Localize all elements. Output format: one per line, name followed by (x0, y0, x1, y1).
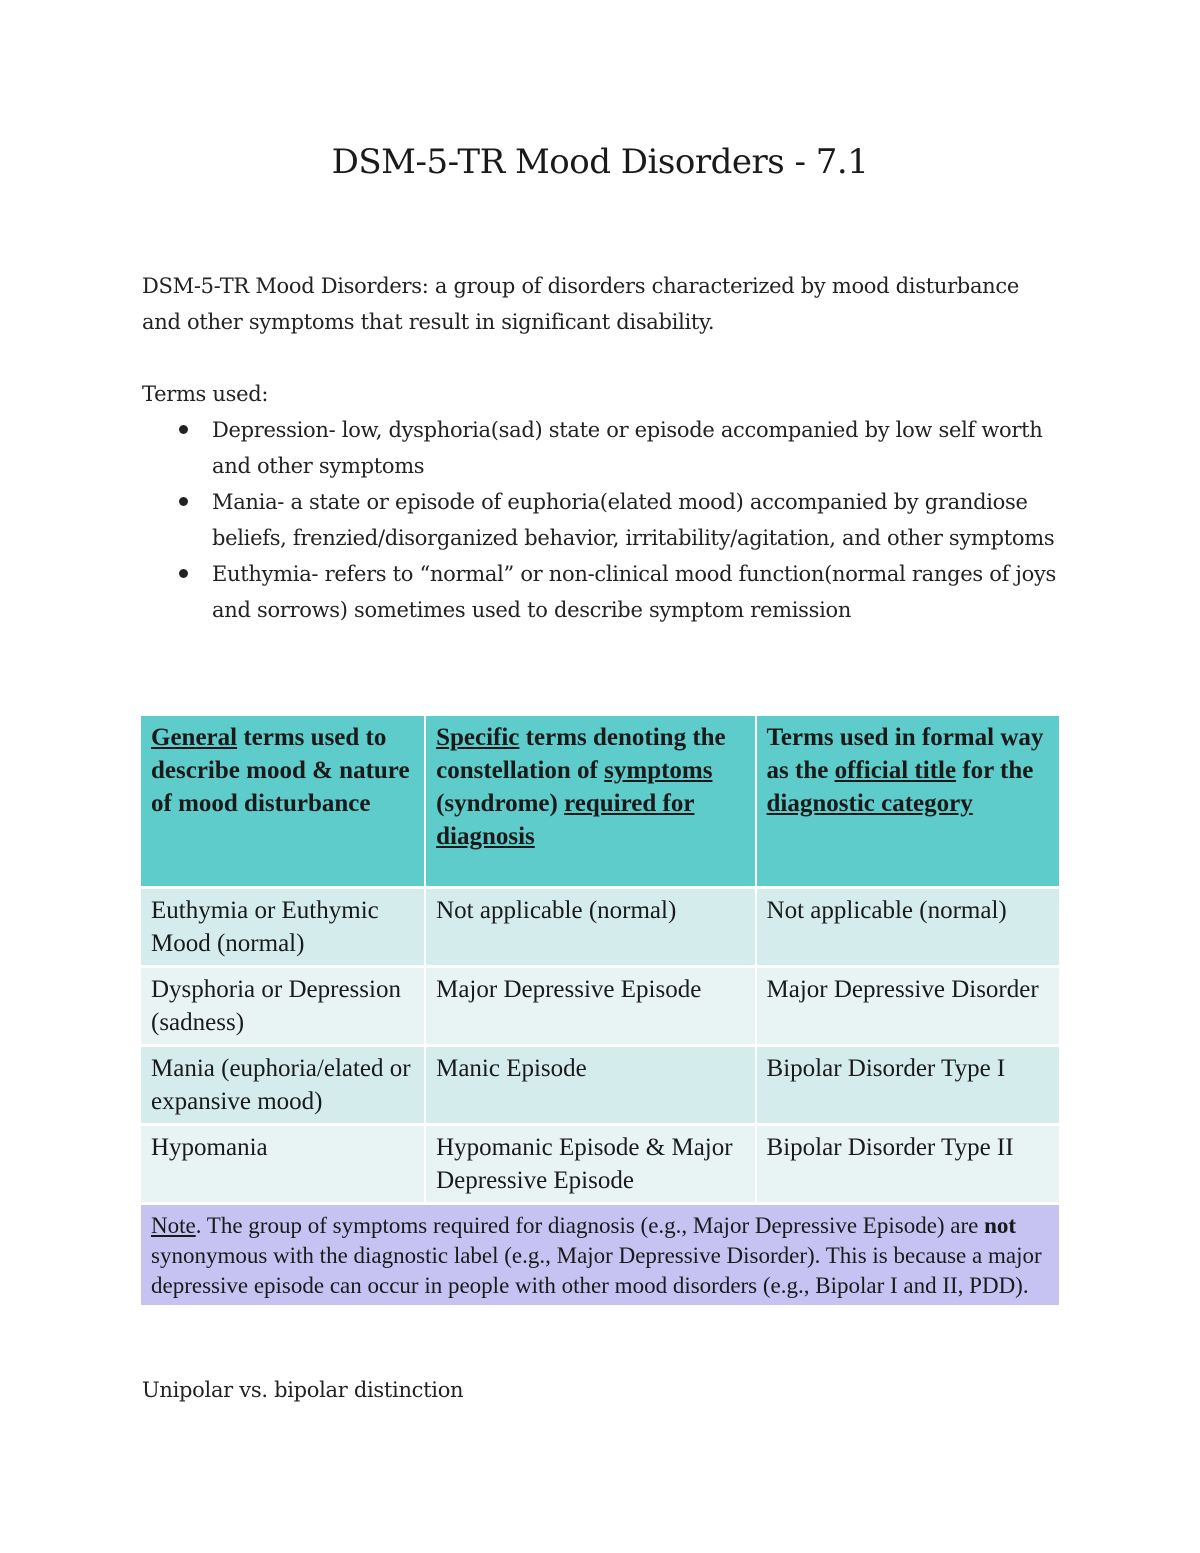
table-cell: Euthymia or Euthymic Mood (normal) (141, 888, 425, 967)
note-bold-word: not (984, 1213, 1017, 1238)
header-formal-text-1: Terms used in formal way as the (766, 724, 1044, 784)
note-text-2: synonymous with the diagnostic label (e.g., Major Depressive Disorder). This is because a major depressive episode can occur in people with other mood disorders (e.g., Bipolar I and II, PDD). (151, 1243, 1042, 1298)
table-cell: Hypomanic Episode & Major Depressive Episode (425, 1125, 755, 1204)
bullet-icon (179, 497, 188, 506)
intro-paragraph: DSM-5-TR Mood Disorders: a group of disorders characterized by mood disturbance and other symptoms that result in significant disability. (142, 274, 1019, 334)
list-item (142, 412, 1062, 484)
page-title: DSM-5-TR Mood Disorders - 7.1 (331, 142, 869, 182)
table-cell: Not applicable (normal) (756, 888, 1059, 967)
bullet-icon (179, 569, 188, 578)
table-row (141, 888, 1059, 967)
table-note (141, 1204, 1059, 1307)
header-diagnostic-category-phrase: diagnostic category (766, 790, 973, 817)
bullet-icon (179, 425, 188, 434)
table-cell: Major Depressive Disorder (756, 967, 1059, 1046)
table-row (141, 1046, 1059, 1125)
header-symptoms-word: symptoms (604, 757, 713, 784)
table-row (141, 967, 1059, 1046)
header-general-terms (141, 716, 425, 888)
term-depression: Depression- low, dysphoria(sad) state or episode accompanied by low self worth and other symptoms (212, 418, 1043, 478)
table-cell: Manic Episode (425, 1046, 755, 1125)
table-header-row (141, 716, 1059, 888)
header-official-title-phrase: official title (834, 757, 957, 784)
terms-heading: Terms used: (142, 382, 269, 406)
header-general-word: General (151, 724, 238, 751)
table-cell: Mania (euphoria/elated or expansive mood) (141, 1046, 425, 1125)
header-formal-text-2: for the (956, 757, 1034, 784)
list-item (142, 484, 1062, 556)
header-specific-text-2: (syndrome) (436, 790, 565, 817)
header-specific-word: Specific (436, 724, 520, 751)
header-specific-text-1: terms denoting the constellation of (436, 724, 726, 784)
table-row (141, 1125, 1059, 1204)
table-cell: Bipolar Disorder Type II (756, 1125, 1059, 1204)
table-cell: Hypomania (141, 1125, 425, 1204)
table-note-row (141, 1204, 1059, 1307)
list-item (142, 556, 1062, 628)
note-text-1: . The group of symptoms required for diagnosis (e.g., Major Depressive Episode) are (195, 1213, 985, 1238)
table-cell: Not applicable (normal) (425, 888, 755, 967)
table-cell: Bipolar Disorder Type I (756, 1046, 1059, 1125)
header-specific-terms (425, 716, 755, 888)
header-formal-terms (756, 716, 1059, 888)
term-euthymia: Euthymia- refers to “normal” or non-clinical mood function(normal ranges of joys and sorrows) sometimes used to describe symptom remission (212, 562, 1057, 622)
term-mania: Mania- a state or episode of euphoria(elated mood) accompanied by grandiose beliefs, frenzied/disorganized behavior, irritability/agitation, and other symptoms (212, 490, 1055, 550)
mood-terms-table (141, 716, 1059, 1308)
section-subheading: Unipolar vs. bipolar distinction (142, 1378, 464, 1402)
header-required-phrase: required for diagnosis (436, 790, 695, 850)
note-label: Note (151, 1213, 196, 1238)
terms-list (142, 412, 1062, 628)
table-cell: Major Depressive Episode (425, 967, 755, 1046)
header-general-text: terms used to describe mood & nature of mood disturbance (151, 724, 410, 817)
table-cell: Dysphoria or Depression (sadness) (141, 967, 425, 1046)
